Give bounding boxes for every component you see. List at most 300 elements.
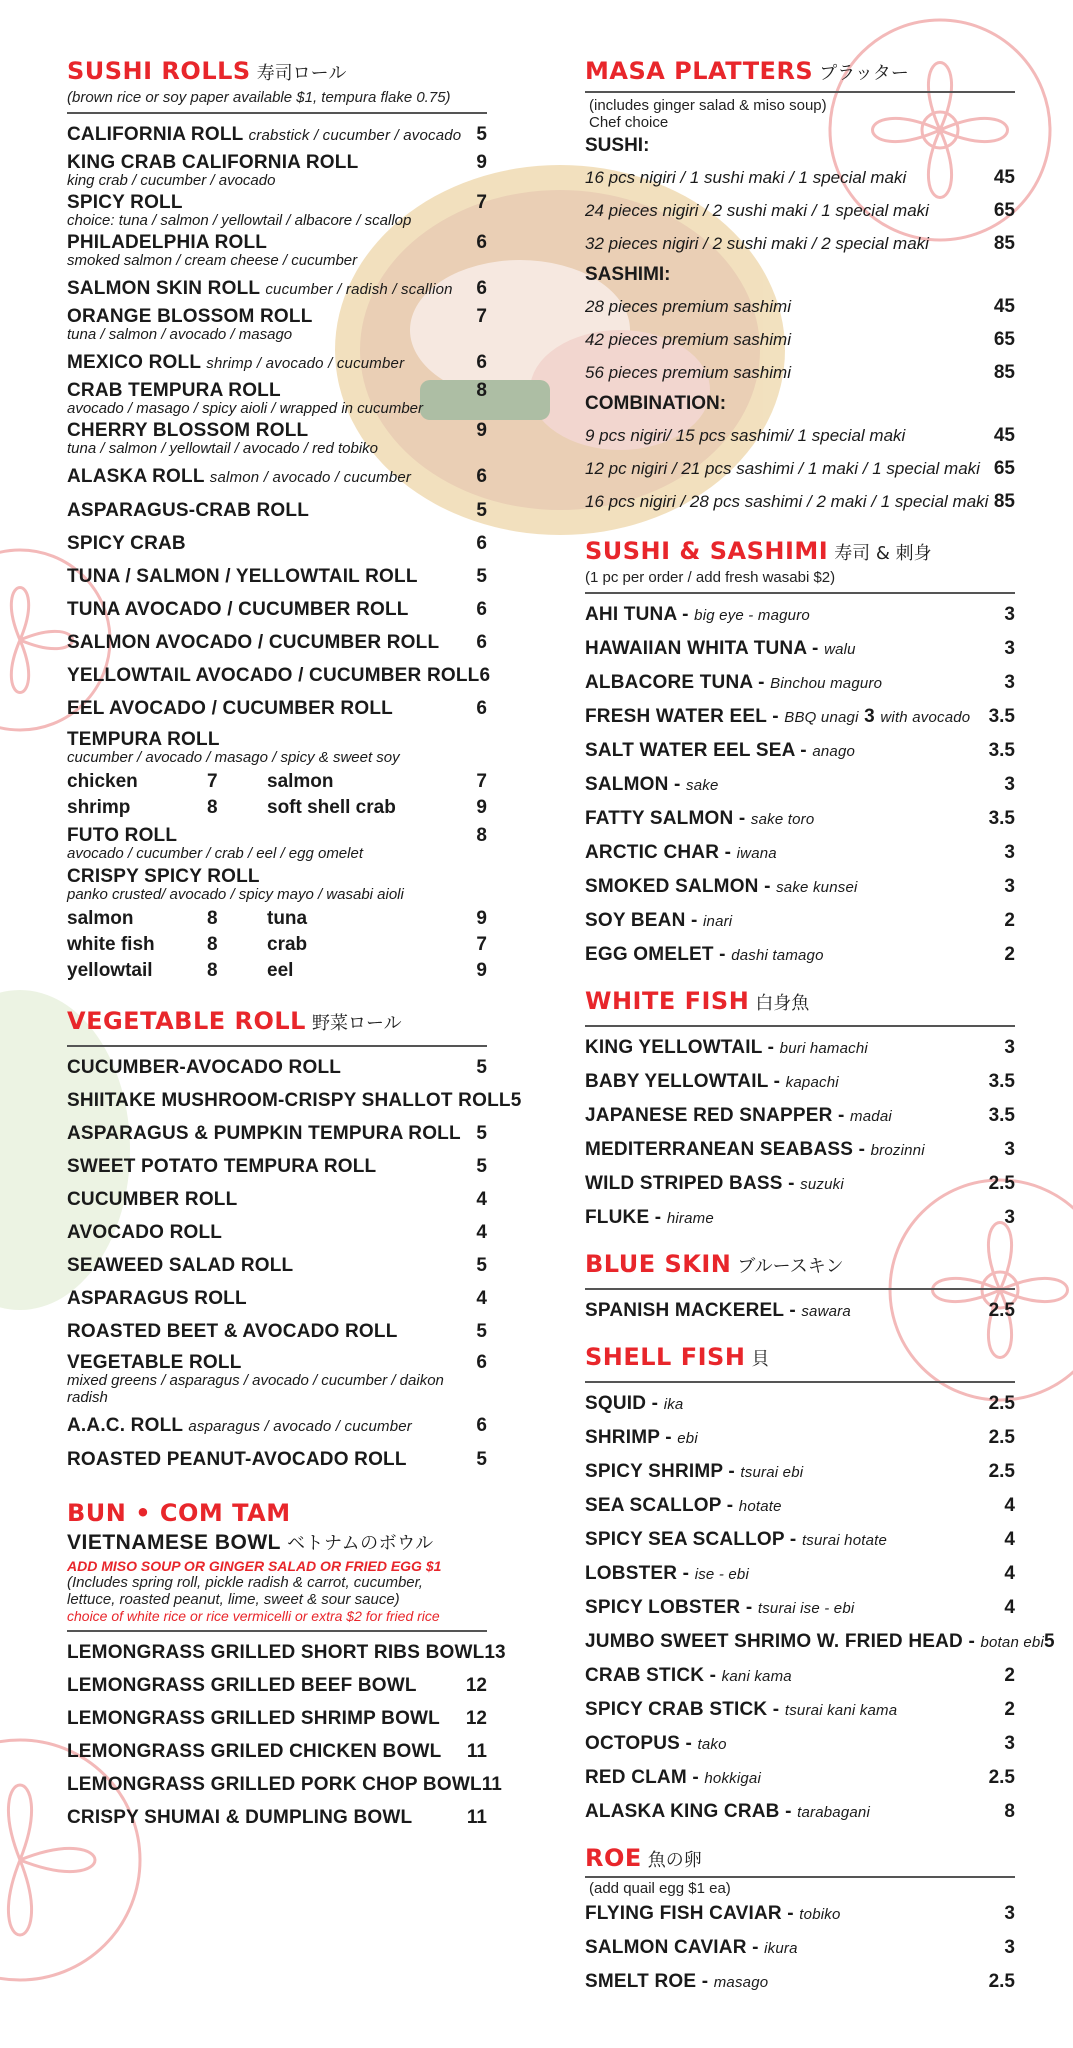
white-fish-list [585, 1031, 1015, 1235]
veg-roll-name: VEGETABLE ROLL [67, 1352, 242, 1373]
menu-item [67, 1084, 522, 1117]
menu-item [67, 1117, 487, 1150]
item-name: RED CLAM - hokkigai [585, 1767, 762, 1788]
item-name: BABY YELLOWTAIL - kapachi [585, 1071, 839, 1092]
menu-item [585, 734, 1015, 768]
item-name: JUMBO SWEET SHRIMO W. FRIED HEAD - botan ebi [585, 1631, 1044, 1652]
item-desc: tuna / salmon / avocado / masago [67, 326, 293, 343]
menu-item [585, 1727, 1015, 1761]
item-jp-name: iwana [736, 845, 777, 862]
platter-price: 45 [993, 167, 1015, 188]
item-name-text: TUNA AVOCADO / CUCUMBER ROLL [67, 599, 409, 620]
item-name-text: SQUID [585, 1393, 647, 1414]
crispy-options [67, 906, 487, 984]
menu-item [67, 1150, 487, 1183]
option-cell: white fish [67, 934, 155, 955]
item-name: AHI TUNA - big eye - maguro [585, 604, 810, 625]
item-price: 3 [1004, 1733, 1015, 1754]
item-name: ROASTED BEET & AVOCADO ROLL [67, 1321, 398, 1342]
option-cell: 7 [207, 771, 218, 792]
item-price: 3 [1004, 638, 1015, 659]
item-name-text: SMOKED SALMON [585, 876, 759, 897]
blue-skin-list [585, 1294, 1015, 1328]
item-jp-name: tsurai hotate [801, 1532, 888, 1549]
right-column [585, 56, 1055, 1999]
item-jp-name: BBQ unagi [784, 709, 859, 726]
menu-item [585, 666, 1015, 700]
menu-item [67, 420, 487, 442]
menu-item [67, 527, 487, 560]
menu-item [67, 1636, 506, 1669]
item-price: 6 [476, 698, 487, 719]
menu-item [67, 232, 487, 254]
divider [585, 1025, 1015, 1027]
item-price: 5 [476, 500, 487, 521]
item-price: 11 [481, 1774, 502, 1795]
item-name: LEMONGRASS GRILLED BEEF BOWL [67, 1675, 417, 1696]
option-cell: yellowtail [67, 960, 153, 981]
bun-add-note: ADD MISO SOUP OR GINGER SALAD OR FRIED EGG $1 [67, 1558, 442, 1574]
item-name: FLUKE - hirame [585, 1207, 714, 1228]
item-name-text: SMELT ROE [585, 1971, 697, 1992]
vietnamese-bowl-title: VIETNAMESE BOWL ベトナムのボウル [67, 1531, 434, 1554]
item-price: 2.5 [988, 1767, 1015, 1788]
item-name-text: SEA SCALLOP [585, 1495, 722, 1516]
item-name-text: MEDITERRANEAN SEABASS [585, 1139, 854, 1160]
menu-item [585, 1133, 1015, 1167]
platter-row [585, 485, 1015, 518]
item-jp-name: anago [812, 743, 856, 760]
item-jp-name: madai [850, 1108, 892, 1125]
item-desc: tuna / salmon / yellowtail / avocado / red tobiko [67, 440, 379, 457]
item-price: 2.5 [988, 1461, 1015, 1482]
platter-desc: 16 pcs nigiri / 1 sushi maki / 1 special maki [585, 168, 907, 187]
item-name [67, 232, 267, 254]
menu-item [585, 1693, 1015, 1727]
item-desc: cucumber / radish / scallion [265, 281, 453, 298]
platter-desc: 12 pc nigiri / 21 pcs sashimi / 1 maki / 1 special maki [585, 459, 980, 478]
item-price: 6 [476, 466, 487, 487]
option-cell: eel [267, 960, 294, 981]
item-name: CUCUMBER ROLL [67, 1189, 238, 1210]
platter-row [585, 356, 1015, 389]
option-cell: tuna [267, 908, 308, 929]
item-name-text: SPICY LOBSTER [585, 1597, 741, 1618]
item-price: 2.5 [988, 1427, 1015, 1448]
menu-item [585, 938, 1015, 972]
menu-item [585, 1931, 1015, 1965]
item-jp-name: suzuki [800, 1176, 844, 1193]
platter-row [585, 161, 1015, 194]
menu-item [585, 1099, 1015, 1133]
item-name: SPICY LOBSTER - tsurai ise - ebi [585, 1597, 855, 1618]
bun-choice-note: choice of white rice or rice vermicelli or extra $2 for fried rice [67, 1608, 440, 1624]
menu-item [67, 306, 487, 328]
vegetable-roll-item [67, 1352, 487, 1406]
item-name-text: EGG OMELET [585, 944, 714, 965]
platter-group-label: SUSHI: [585, 135, 650, 156]
item-jp-name: sawara [801, 1303, 851, 1320]
item-name [67, 593, 409, 626]
item-name: EGG OMELET - dashi tamago [585, 944, 824, 965]
item-name: SMELT ROE - masago [585, 1971, 769, 1992]
item-desc: choice: tuna / salmon / yellowtail / albacore / scallop [67, 212, 412, 229]
tempura-options [67, 769, 487, 821]
menu-item [585, 700, 1015, 734]
item-name-text: JAPANESE RED SNAPPER [585, 1105, 833, 1126]
veg-roll-price: 6 [476, 1352, 487, 1373]
item-price: 6 [479, 665, 491, 686]
item-name-text: SHRIMP [585, 1427, 660, 1448]
divider [585, 1876, 1015, 1878]
item-name-text: KING YELLOWTAIL [585, 1037, 763, 1058]
menu-item [585, 904, 1015, 938]
item-name-text: ALASKA KING CRAB [585, 1801, 780, 1822]
divider [585, 91, 1015, 93]
item-name [67, 306, 313, 328]
masa-note-2: Chef choice [589, 114, 669, 131]
item-name: SALMON CAVIAR - ikura [585, 1937, 798, 1958]
platter-desc: 32 pieces nigiri / 2 sushi maki / 2 special maki [585, 234, 929, 253]
menu-item [67, 1702, 487, 1735]
item-name [67, 192, 183, 214]
item-jp-name: Binchou maguro [770, 675, 883, 692]
menu-item [585, 598, 1015, 632]
item-price: 11 [466, 1807, 487, 1828]
item-jp-name: dashi tamago [731, 947, 824, 964]
item-jp-name: botan ebi [980, 1634, 1044, 1651]
item-name-text: SPANISH MACKEREL [585, 1300, 784, 1321]
item-jp-name: inari [703, 913, 733, 930]
crispy-roll-name: CRISPY SPICY ROLL [67, 866, 260, 887]
item-price: 11 [466, 1741, 487, 1762]
menu-item [585, 1167, 1015, 1201]
item-name: SPICY SEA SCALLOP - tsurai hotate [585, 1529, 888, 1550]
item-price: 5 [1044, 1631, 1055, 1652]
menu-item [67, 1282, 487, 1315]
item-desc: shrimp / avocado / cucumber [206, 355, 405, 372]
item-name-text: MEXICO ROLL [67, 352, 201, 373]
item-name-text: SPICY SEA SCALLOP [585, 1529, 785, 1550]
item-name: SHIITAKE MUSHROOM-CRISPY SHALLOT ROLL [67, 1090, 511, 1111]
divider [585, 1288, 1015, 1290]
option-cell: 8 [207, 797, 218, 818]
item-name: WILD STRIPED BASS - suzuki [585, 1173, 844, 1194]
item-jp-name: brozinni [870, 1142, 925, 1159]
item-price: 2 [1004, 1665, 1015, 1686]
item-price: 2.5 [988, 1393, 1015, 1414]
item-price: 3.5 [988, 740, 1015, 761]
crispy-roll-desc: panko crusted/ avocado / spicy mayo / wasabi aioli [67, 886, 404, 903]
item-name: SPICY CRAB STICK - tsurai kani kama [585, 1699, 898, 1720]
item-price: 6 [476, 278, 487, 299]
item-jp-name: hokkigai [704, 1770, 762, 1787]
platter-row [585, 194, 1015, 227]
item-price: 2 [1004, 910, 1015, 931]
item-price: 3 [1004, 1903, 1015, 1924]
tempura-roll-desc: cucumber / avocado / masago / spicy & sweet soy [67, 749, 400, 766]
section-title-sushi-rolls: SUSHI ROLLS 寿司ロール [67, 57, 347, 85]
left-column [67, 56, 522, 1834]
item-jp-name: kani kama [721, 1668, 792, 1685]
item-name [67, 272, 453, 306]
item-price: 5 [476, 1321, 487, 1342]
vegetable-roll-list [67, 1051, 522, 1348]
item-price: 2.5 [988, 1173, 1015, 1194]
item-name: LEMONGRASS GRILLED PORK CHOP BOWL [67, 1774, 482, 1795]
item-name-text: ALBACORE TUNA [585, 672, 753, 693]
item-name: ASPARAGUS & PUMPKIN TEMPURA ROLL [67, 1123, 461, 1144]
item-name-text: SPICY CRAB [67, 533, 186, 554]
item-name: FATTY SALMON - sake toro [585, 808, 815, 829]
veg-roll-desc: mixed greens / asparagus / avocado / cucumber / daikon [67, 1372, 444, 1389]
item-price: 5 [476, 1255, 487, 1276]
item-name-text: YELLOWTAIL AVOCADO / CUCUMBER ROLL [67, 665, 480, 686]
item-price: 2 [1004, 1699, 1015, 1720]
section-title-masa-platters: MASA PLATTERS プラッター [585, 57, 909, 85]
item-name-text: SOY BEAN [585, 910, 686, 931]
item-name: OCTOPUS - tako [585, 1733, 727, 1754]
menu-item [585, 1031, 1015, 1065]
section-title-bun: BUN • COM TAM [67, 1499, 291, 1527]
item-name: SQUID - ika [585, 1393, 684, 1414]
platter-row [585, 452, 1015, 485]
platter-desc: 24 pieces nigiri / 2 sushi maki / 1 special maki [585, 201, 929, 220]
menu-item [585, 870, 1015, 904]
item-name-text: WILD STRIPED BASS [585, 1173, 783, 1194]
item-jp-name: ebi [677, 1430, 698, 1447]
item-desc: crabstick / cucumber / avocado [248, 127, 462, 144]
item-name [67, 527, 186, 560]
item-price: 8 [476, 380, 487, 401]
item-name-text: CHERRY BLOSSOM ROLL [67, 420, 309, 441]
item-price: 5 [476, 566, 487, 587]
menu-item [67, 1801, 487, 1834]
item-price: 6 [476, 533, 487, 554]
item-name: ASPARAGUS ROLL [67, 1288, 247, 1309]
menu-item [585, 1625, 1055, 1659]
platter-group-label: SASHIMI: [585, 264, 671, 285]
menu-item [67, 460, 487, 494]
option-cell: shrimp [67, 797, 131, 818]
item-name-text: ORANGE BLOSSOM ROLL [67, 306, 313, 327]
item-name-text: SPICY CRAB STICK [585, 1699, 768, 1720]
item-price: 3.5 [988, 808, 1015, 829]
item-price: 3 [1004, 604, 1015, 625]
item-name: CRISPY SHUMAI & DUMPLING BOWL [67, 1807, 413, 1828]
item-price: 5 [476, 1123, 487, 1144]
item-name: KING YELLOWTAIL - buri hamachi [585, 1037, 868, 1058]
menu-item [67, 1315, 487, 1348]
bun-includes-1: (Includes spring roll, pickle radish & carrot, cucumber, [67, 1574, 423, 1591]
item-name-text: OCTOPUS [585, 1733, 681, 1754]
item-name-text: HAWAIIAN WHITA TUNA [585, 638, 807, 659]
platter-desc: 9 pcs nigiri/ 15 pcs sashimi/ 1 special maki [585, 426, 906, 445]
item-name-text: FRESH WATER EEL [585, 706, 767, 727]
option-cell: crab [267, 934, 308, 955]
bun-list [67, 1636, 506, 1834]
option-cell: 8 [207, 908, 218, 929]
peanut-roll-item: ROASTED PEANUT-AVOCADO ROLL 5 [67, 1449, 487, 1470]
item-name: SWEET POTATO TEMPURA ROLL [67, 1156, 377, 1177]
menu-item [585, 1387, 1015, 1421]
crispy-spicy-roll [67, 866, 487, 984]
menu-item [585, 1065, 1015, 1099]
menu-item [585, 632, 1015, 666]
item-name-text: EEL AVOCADO / CUCUMBER ROLL [67, 698, 393, 719]
item-price: 6 [476, 632, 487, 653]
roe-list [585, 1897, 1015, 1999]
platter-price: 85 [993, 491, 1015, 512]
veg-roll-desc-2: radish [67, 1389, 108, 1406]
sushi-rolls-list [67, 118, 491, 725]
item-name-text: ARCTIC CHAR [585, 842, 720, 863]
platter-desc: 56 pieces premium sashimi [585, 363, 791, 382]
item-price: 4 [1004, 1563, 1015, 1584]
menu-item [585, 1294, 1015, 1328]
option-cell: 8 [207, 934, 218, 955]
item-jp-name: tobiko [799, 1906, 841, 1923]
item-jp-name: big eye - maguro [694, 607, 810, 624]
item-price: 9 [476, 420, 487, 441]
item-name: SOY BEAN - inari [585, 910, 733, 931]
menu-item [67, 494, 487, 527]
option-cell: 7 [476, 771, 487, 792]
platter-group-label: COMBINATION: [585, 393, 727, 414]
futo-roll [67, 825, 487, 862]
menu-item [585, 768, 1015, 802]
option-cell: 9 [476, 960, 487, 981]
platter-desc: 28 pieces premium sashimi [585, 297, 791, 316]
item-price: 13 [484, 1642, 506, 1663]
platter-price: 45 [993, 296, 1015, 317]
menu-item [585, 1201, 1015, 1235]
item-price: 3 [1004, 876, 1015, 897]
menu-item [67, 380, 487, 402]
item-jp-name: masago [713, 1974, 769, 1991]
item-name-text: SALMON [585, 774, 669, 795]
item-price: 4 [476, 1288, 487, 1309]
menu-item [67, 692, 487, 725]
divider [67, 1630, 487, 1632]
option-cell: 7 [476, 934, 487, 955]
menu-item [67, 1735, 487, 1768]
item-name [67, 659, 479, 692]
menu-item [67, 118, 487, 152]
menu-item [585, 1795, 1015, 1829]
item-name [67, 692, 393, 725]
item-price: 3 [1004, 672, 1015, 693]
platter-price: 85 [993, 233, 1015, 254]
item-desc: avocado / masago / spicy aioli / wrapped in cucumber [67, 400, 424, 417]
item-name: LEMONGRASS GRILED CHICKEN BOWL [67, 1741, 442, 1762]
bun-includes-2: lettuce, roasted peanut, lime, sweet & sour sauce) [67, 1591, 400, 1608]
option-cell: 8 [207, 960, 218, 981]
item-jp-name: hotate [738, 1498, 782, 1515]
section-title-sushi-sashimi: SUSHI & SASHIMI 寿司 & 刺身 [585, 537, 932, 565]
item-name-text: SALMON CAVIAR [585, 1937, 747, 1958]
item-name: CUCUMBER-AVOCADO ROLL [67, 1057, 342, 1078]
item-name [67, 560, 418, 593]
shell-fish-list [585, 1387, 1055, 1829]
platter-price: 45 [993, 425, 1015, 446]
menu-item [585, 1557, 1015, 1591]
section-title-white-fish: WHITE FISH 白身魚 [585, 987, 810, 1015]
option-cell: 9 [476, 797, 487, 818]
item-name-text: CRAB STICK [585, 1665, 705, 1686]
item-name [67, 118, 461, 152]
item-price: 6 [476, 352, 487, 373]
item-jp-name: sake kunsei [776, 879, 858, 896]
item-name: LEMONGRASS GRILLED SHORT RIBS BOWL [67, 1642, 485, 1663]
item-name-text: SALMON SKIN ROLL [67, 278, 260, 299]
item-price: 4 [476, 1222, 487, 1243]
item-price: 3.5 [988, 1071, 1015, 1092]
item-price: 3 [1004, 842, 1015, 863]
item-jp-name: tsurai kani kama [784, 1702, 898, 1719]
item-desc: king crab / cucumber / avocado [67, 172, 276, 189]
item-name [67, 626, 439, 659]
item-name: HAWAIIAN WHITA TUNA - walu [585, 638, 856, 659]
section-title-shell-fish: SHELL FISH 貝 [585, 1343, 770, 1371]
item-name: MEDITERRANEAN SEABASS - brozinni [585, 1139, 925, 1160]
item-name-text: AHI TUNA [585, 604, 677, 625]
menu-item [67, 152, 487, 174]
item-price: 3 [1004, 1937, 1015, 1958]
item-name [67, 346, 404, 380]
item-price: 2.5 [988, 1971, 1015, 1992]
menu-item [67, 560, 487, 593]
item-name: LOBSTER - ise - ebi [585, 1563, 750, 1584]
item-desc: smoked salmon / cream cheese / cucumber [67, 252, 358, 269]
item-name: SMOKED SALMON - sake kunsei [585, 876, 858, 897]
item-jp-name: tarabagani [797, 1804, 871, 1821]
platter-row [585, 227, 1015, 260]
item-price: 5 [476, 1156, 487, 1177]
item-name: SALT WATER EEL SEA - anago [585, 740, 856, 761]
item-name-text: SPICY ROLL [67, 192, 183, 213]
item-name: SPICY SHRIMP - tsurai ebi [585, 1461, 804, 1482]
item-name-text: BABY YELLOWTAIL [585, 1071, 769, 1092]
item-name: FLYING FISH CAVIAR - tobiko [585, 1903, 841, 1924]
tempura-roll [67, 729, 487, 821]
item-price: 3 [1004, 1207, 1015, 1228]
item-price: 2.5 [988, 1300, 1015, 1321]
item-price: 2 [1004, 944, 1015, 965]
item-price: 5 [476, 124, 487, 145]
item-name: SEAWEED SALAD ROLL [67, 1255, 294, 1276]
item-jp-name: ikura [764, 1940, 798, 1957]
platter-price: 65 [993, 329, 1015, 350]
item-name-text: SALMON AVOCADO / CUCUMBER ROLL [67, 632, 440, 653]
platter-row [585, 323, 1015, 356]
item-name-text: RED CLAM [585, 1767, 687, 1788]
platter-row [585, 290, 1015, 323]
item-extra-price: 3 [864, 706, 875, 727]
menu-item [585, 1455, 1015, 1489]
item-price: 4 [1004, 1529, 1015, 1550]
item-name: FRESH WATER EEL - BBQ unagi 3 with avocado [585, 706, 971, 727]
menu-item [67, 272, 487, 306]
platter-desc: 42 pieces premium sashimi [585, 330, 791, 349]
menu-item [585, 1489, 1015, 1523]
platter-price: 65 [993, 200, 1015, 221]
item-name-text: SALT WATER EEL SEA [585, 740, 795, 761]
menu-item [67, 1051, 487, 1084]
aac-roll-item: A.A.C. ROLL asparagus / avocado / cucumber 6 [67, 1415, 487, 1436]
section-title-roe: ROE 魚の卵 [585, 1844, 702, 1872]
item-price: 7 [476, 306, 487, 327]
